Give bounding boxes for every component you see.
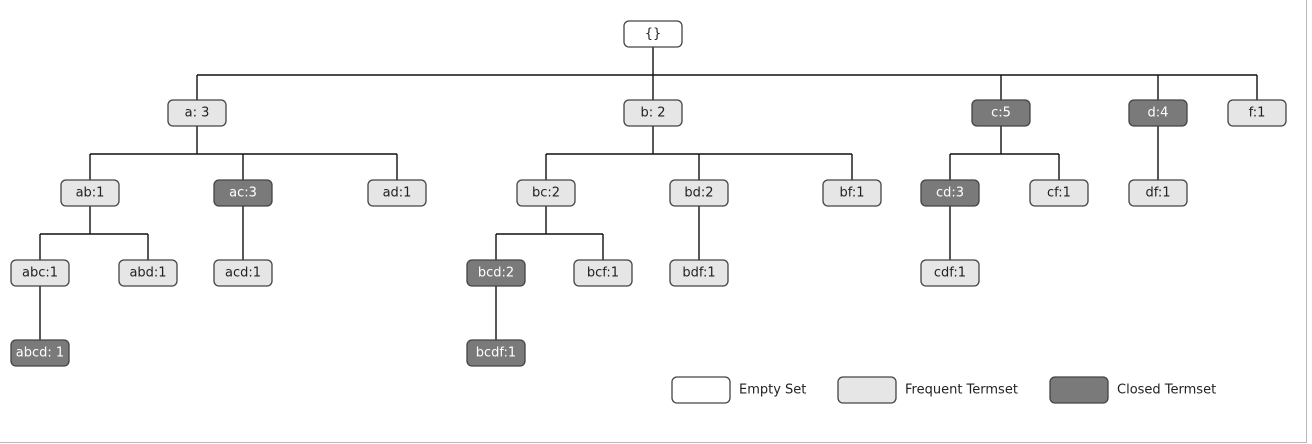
legend-swatch-frequent <box>838 377 896 403</box>
node-label: cdf:1 <box>933 265 967 281</box>
node-label: cf:1 <box>1047 185 1071 201</box>
node-label: df:1 <box>1145 185 1171 201</box>
node-label: b: 2 <box>640 105 666 121</box>
legend-swatch-closed <box>1050 377 1108 403</box>
node-bf <box>823 180 881 206</box>
node-bcd <box>467 260 525 286</box>
node-cd <box>921 180 979 206</box>
node-label: bdf:1 <box>682 265 716 281</box>
node-abc <box>11 260 69 286</box>
node-label: ad:1 <box>382 185 412 201</box>
node-label: ac:3 <box>229 185 257 201</box>
legend <box>672 377 1216 403</box>
node-label: a: 3 <box>184 105 210 121</box>
legend-item-frequent <box>838 377 1018 403</box>
node-label: bc:2 <box>531 185 561 201</box>
node-cdf <box>921 260 979 286</box>
legend-swatch-empty <box>672 377 730 403</box>
node-ab <box>61 180 119 206</box>
node-label: bcdf:1 <box>475 345 517 361</box>
node-label: bf:1 <box>839 185 865 201</box>
legend-item-closed <box>1050 377 1216 403</box>
node-label: bcf:1 <box>586 265 620 281</box>
node-label: bd:2 <box>684 185 714 201</box>
node-bcdf <box>467 340 525 366</box>
node-bd <box>670 180 728 206</box>
node-f <box>1228 100 1286 126</box>
node-label: c:5 <box>991 105 1011 121</box>
legend-label: Closed Termset <box>1117 382 1217 398</box>
node-cf <box>1030 180 1088 206</box>
node-label: f:1 <box>1248 105 1266 121</box>
node-label: abc:1 <box>21 265 59 281</box>
node-abcd <box>11 340 69 366</box>
node-label: ab:1 <box>75 185 105 201</box>
node-label: abcd: 1 <box>15 345 65 361</box>
node-label: d:4 <box>1147 105 1169 121</box>
tree-nodes <box>11 21 1286 366</box>
node-label: {} <box>644 26 662 42</box>
node-bcf <box>574 260 632 286</box>
node-ad <box>368 180 426 206</box>
node-bdf <box>670 260 728 286</box>
node-acd <box>214 260 272 286</box>
node-c <box>972 100 1030 126</box>
node-ac <box>214 180 272 206</box>
legend-label: Empty Set <box>739 382 807 398</box>
node-label: acd:1 <box>224 265 262 281</box>
node-df <box>1129 180 1187 206</box>
node-b <box>624 100 682 126</box>
node-abd <box>119 260 177 286</box>
node-root <box>624 21 682 47</box>
node-label: abd:1 <box>129 265 167 281</box>
legend-item-empty <box>672 377 806 403</box>
node-a <box>168 100 226 126</box>
node-d <box>1129 100 1187 126</box>
node-bc <box>517 180 575 206</box>
legend-label: Frequent Termset <box>905 382 1018 398</box>
node-label: cd:3 <box>935 185 965 201</box>
node-label: bcd:2 <box>477 265 515 281</box>
